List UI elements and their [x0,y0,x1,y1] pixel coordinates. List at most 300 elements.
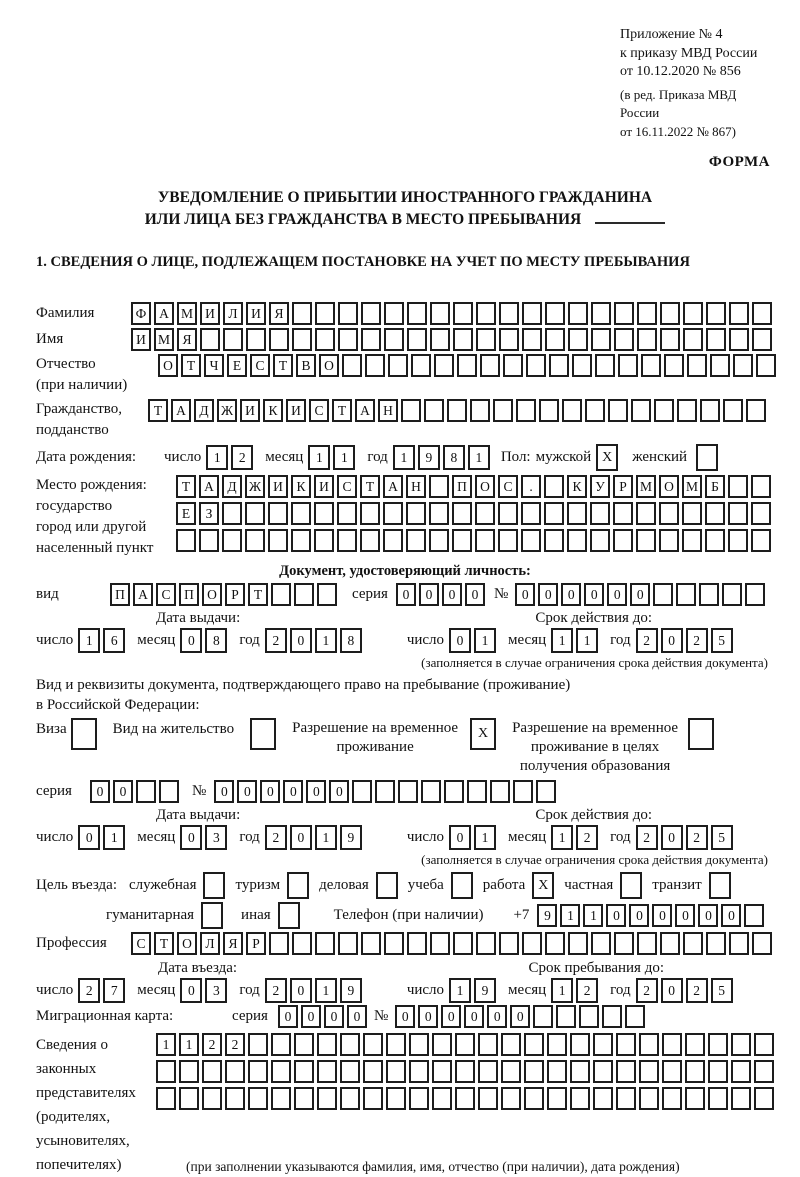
char-box[interactable] [291,529,311,552]
char-box[interactable] [585,399,605,422]
char-box[interactable]: 0 [278,1005,298,1028]
char-box[interactable]: 0 [629,904,649,927]
char-box[interactable]: Л [223,302,243,325]
char-box[interactable] [248,1033,268,1056]
char-box[interactable]: 0 [449,825,471,850]
entry-day[interactable] [78,978,128,1003]
char-box[interactable]: 0 [283,780,303,803]
char-box[interactable] [136,780,156,803]
char-box[interactable]: О [177,932,197,955]
char-box[interactable] [591,302,611,325]
residence-issue-year[interactable] [265,825,365,850]
char-box[interactable] [363,1060,383,1083]
representatives-input-line1[interactable] [156,1033,777,1056]
char-box[interactable] [156,1087,176,1110]
char-box[interactable] [269,932,289,955]
representatives-input-line2[interactable] [156,1060,777,1083]
char-box[interactable] [202,1060,222,1083]
identity-doc-series-input[interactable] [396,583,488,606]
char-box[interactable] [386,1087,406,1110]
char-box[interactable] [340,1033,360,1056]
identity-issue-year[interactable] [265,628,365,653]
char-box[interactable] [591,932,611,955]
char-box[interactable] [430,302,450,325]
entry-year[interactable] [265,978,365,1003]
char-box[interactable] [593,1033,613,1056]
char-box[interactable] [685,1060,705,1083]
char-box[interactable] [687,354,707,377]
char-box[interactable]: 0 [584,583,604,606]
char-box[interactable]: 1 [474,628,496,653]
char-box[interactable] [480,354,500,377]
char-box[interactable] [337,529,357,552]
residence-permit-checkbox[interactable] [250,718,276,750]
char-box[interactable]: Т [332,399,352,422]
char-box[interactable]: 1 [78,628,100,653]
char-box[interactable]: 2 [576,978,598,1003]
char-box[interactable] [562,399,582,422]
char-box[interactable] [501,1087,521,1110]
char-box[interactable] [292,328,312,351]
char-box[interactable] [545,328,565,351]
char-box[interactable]: 0 [442,583,462,606]
char-box[interactable] [731,1087,751,1110]
char-box[interactable] [522,302,542,325]
char-box[interactable]: 0 [90,780,110,803]
char-box[interactable]: 0 [464,1005,484,1028]
char-box[interactable] [317,583,337,606]
char-box[interactable]: Т [154,932,174,955]
char-box[interactable] [429,502,449,525]
char-box[interactable] [659,502,679,525]
char-box[interactable] [614,328,634,351]
char-box[interactable] [676,583,696,606]
char-box[interactable] [338,932,358,955]
char-box[interactable]: 2 [231,445,253,470]
char-box[interactable]: С [309,399,329,422]
char-box[interactable]: 7 [103,978,125,1003]
purpose-humanitarian-checkbox[interactable] [201,902,223,929]
char-box[interactable]: 1 [474,825,496,850]
char-box[interactable] [337,502,357,525]
char-box[interactable] [613,502,633,525]
residence-issue-day[interactable] [78,825,128,850]
char-box[interactable]: О [659,475,679,498]
char-box[interactable] [271,1060,291,1083]
char-box[interactable] [159,780,179,803]
char-box[interactable] [199,529,219,552]
char-box[interactable]: 1 [468,445,490,470]
char-box[interactable] [614,932,634,955]
char-box[interactable]: 0 [237,780,257,803]
residence-valid-month[interactable] [551,825,601,850]
char-box[interactable] [731,1033,751,1056]
char-box[interactable] [591,328,611,351]
char-box[interactable] [406,529,426,552]
char-box[interactable]: П [179,583,199,606]
char-box[interactable]: Т [181,354,201,377]
char-box[interactable]: П [110,583,130,606]
char-box[interactable] [685,1033,705,1056]
char-box[interactable] [315,328,335,351]
char-box[interactable] [733,354,753,377]
char-box[interactable] [683,932,703,955]
stay-year[interactable] [636,978,736,1003]
char-box[interactable]: 0 [515,583,535,606]
char-box[interactable] [503,354,523,377]
char-box[interactable]: 0 [395,1005,415,1028]
char-box[interactable]: 0 [487,1005,507,1028]
char-box[interactable] [746,399,766,422]
char-box[interactable] [637,328,657,351]
char-box[interactable]: Д [222,475,242,498]
char-box[interactable]: 0 [661,628,683,653]
char-box[interactable]: 0 [324,1005,344,1028]
char-box[interactable]: А [199,475,219,498]
char-box[interactable] [384,932,404,955]
entry-month[interactable] [180,978,230,1003]
char-box[interactable] [754,1033,774,1056]
char-box[interactable] [361,932,381,955]
char-box[interactable] [513,780,533,803]
char-box[interactable]: 1 [103,825,125,850]
char-box[interactable]: 2 [686,825,708,850]
char-box[interactable] [501,1060,521,1083]
char-box[interactable] [352,780,372,803]
char-box[interactable]: И [268,475,288,498]
char-box[interactable]: 0 [290,825,312,850]
char-box[interactable] [292,302,312,325]
char-box[interactable]: М [636,475,656,498]
char-box[interactable] [360,502,380,525]
char-box[interactable] [225,1087,245,1110]
char-box[interactable] [729,932,749,955]
char-box[interactable]: 0 [652,904,672,927]
char-box[interactable]: Р [225,583,245,606]
char-box[interactable] [430,328,450,351]
char-box[interactable] [476,328,496,351]
phone-input[interactable] [537,904,767,927]
char-box[interactable]: 2 [265,628,287,653]
char-box[interactable]: 0 [180,978,202,1003]
char-box[interactable]: А [355,399,375,422]
char-box[interactable]: З [199,502,219,525]
birth-place-input-line1[interactable] [176,475,774,498]
char-box[interactable] [751,475,771,498]
char-box[interactable] [752,302,772,325]
char-box[interactable] [653,583,673,606]
char-box[interactable]: 1 [393,445,415,470]
char-box[interactable]: Ж [217,399,237,422]
char-box[interactable] [570,1033,590,1056]
char-box[interactable] [411,354,431,377]
surname-input[interactable] [131,302,775,325]
char-box[interactable] [685,1087,705,1110]
residence-doc-number-input[interactable] [214,780,559,803]
char-box[interactable] [406,502,426,525]
edu-residence-checkbox[interactable] [688,718,714,750]
char-box[interactable] [248,1087,268,1110]
migration-card-number-input[interactable] [395,1005,648,1028]
char-box[interactable]: Я [269,302,289,325]
char-box[interactable] [544,475,564,498]
name-input[interactable] [131,328,775,351]
char-box[interactable]: 0 [260,780,280,803]
char-box[interactable]: 9 [340,825,362,850]
char-box[interactable] [478,1060,498,1083]
char-box[interactable] [407,932,427,955]
char-box[interactable]: И [240,399,260,422]
char-box[interactable] [662,1033,682,1056]
char-box[interactable]: 0 [538,583,558,606]
char-box[interactable]: Т [248,583,268,606]
char-box[interactable]: 2 [636,628,658,653]
char-box[interactable] [384,302,404,325]
char-box[interactable] [179,1087,199,1110]
char-box[interactable] [524,1087,544,1110]
char-box[interactable] [314,502,334,525]
char-box[interactable] [453,328,473,351]
char-box[interactable] [179,1060,199,1083]
char-box[interactable] [683,328,703,351]
char-box[interactable] [590,502,610,525]
char-box[interactable] [294,1033,314,1056]
char-box[interactable] [360,529,380,552]
char-box[interactable]: Ж [245,475,265,498]
char-box[interactable] [317,1033,337,1056]
char-box[interactable]: 0 [290,628,312,653]
char-box[interactable] [639,1087,659,1110]
char-box[interactable] [498,529,518,552]
char-box[interactable] [682,502,702,525]
residence-issue-month[interactable] [180,825,230,850]
char-box[interactable] [568,932,588,955]
char-box[interactable] [409,1033,429,1056]
purpose-tourism-checkbox[interactable] [287,872,309,899]
patronymic-input[interactable] [158,354,779,377]
char-box[interactable]: 0 [180,825,202,850]
char-box[interactable] [547,1087,567,1110]
char-box[interactable]: И [286,399,306,422]
birth-year-input[interactable] [393,445,493,470]
profession-input[interactable] [131,932,775,955]
purpose-official-checkbox[interactable] [203,872,225,899]
char-box[interactable] [722,583,742,606]
char-box[interactable]: О [319,354,339,377]
char-box[interactable]: 0 [606,904,626,927]
char-box[interactable]: 8 [340,628,362,653]
char-box[interactable]: 1 [179,1033,199,1056]
char-box[interactable] [388,354,408,377]
char-box[interactable]: 1 [551,825,573,850]
char-box[interactable]: 5 [711,825,733,850]
char-box[interactable]: 0 [347,1005,367,1028]
char-box[interactable]: С [498,475,518,498]
char-box[interactable] [499,328,519,351]
char-box[interactable] [699,583,719,606]
char-box[interactable] [745,583,765,606]
char-box[interactable] [705,502,725,525]
char-box[interactable] [683,302,703,325]
char-box[interactable]: 2 [225,1033,245,1056]
char-box[interactable]: С [337,475,357,498]
char-box[interactable] [434,354,454,377]
citizenship-input[interactable] [148,399,769,422]
char-box[interactable]: А [154,302,174,325]
char-box[interactable] [536,780,556,803]
char-box[interactable] [744,904,764,927]
char-box[interactable]: 1 [156,1033,176,1056]
char-box[interactable]: 1 [560,904,580,927]
purpose-work-checkbox[interactable]: X [532,872,554,899]
char-box[interactable] [202,1087,222,1110]
char-box[interactable]: 1 [449,978,471,1003]
char-box[interactable] [729,302,749,325]
char-box[interactable]: Е [227,354,247,377]
char-box[interactable] [613,529,633,552]
char-box[interactable] [544,502,564,525]
residence-valid-day[interactable] [449,825,499,850]
male-checkbox[interactable]: X [596,444,618,471]
char-box[interactable] [455,1060,475,1083]
char-box[interactable] [677,399,697,422]
char-box[interactable] [728,475,748,498]
char-box[interactable]: Ф [131,302,151,325]
char-box[interactable] [365,354,385,377]
birth-month-input[interactable] [308,445,358,470]
female-checkbox[interactable] [696,444,718,471]
char-box[interactable] [568,328,588,351]
char-box[interactable] [618,354,638,377]
char-box[interactable] [593,1087,613,1110]
char-box[interactable]: Е [176,502,196,525]
char-box[interactable] [660,302,680,325]
char-box[interactable]: 2 [202,1033,222,1056]
char-box[interactable] [754,1087,774,1110]
residence-valid-year[interactable] [636,825,736,850]
char-box[interactable]: 0 [441,1005,461,1028]
char-box[interactable] [383,529,403,552]
char-box[interactable]: 1 [308,445,330,470]
char-box[interactable] [421,780,441,803]
char-box[interactable] [268,502,288,525]
char-box[interactable] [455,1087,475,1110]
char-box[interactable] [470,399,490,422]
representatives-input-line3[interactable] [156,1087,777,1110]
char-box[interactable] [700,399,720,422]
char-box[interactable] [453,302,473,325]
char-box[interactable]: Д [194,399,214,422]
char-box[interactable]: 0 [78,825,100,850]
char-box[interactable] [176,529,196,552]
char-box[interactable] [639,1033,659,1056]
char-box[interactable]: 2 [636,978,658,1003]
char-box[interactable] [430,932,450,955]
char-box[interactable]: И [131,328,151,351]
birth-place-input-line2[interactable] [176,502,774,525]
char-box[interactable]: 0 [449,628,471,653]
char-box[interactable] [271,583,291,606]
char-box[interactable]: 3 [205,978,227,1003]
char-box[interactable]: А [383,475,403,498]
char-box[interactable]: 9 [418,445,440,470]
char-box[interactable]: 0 [329,780,349,803]
char-box[interactable] [501,1033,521,1056]
char-box[interactable] [432,1033,452,1056]
char-box[interactable]: 0 [180,628,202,653]
birth-place-input-line3[interactable] [176,529,774,552]
char-box[interactable]: 0 [306,780,326,803]
char-box[interactable]: 0 [465,583,485,606]
char-box[interactable] [476,302,496,325]
char-box[interactable]: И [246,302,266,325]
char-box[interactable] [705,529,725,552]
char-box[interactable]: И [200,302,220,325]
purpose-private-checkbox[interactable] [620,872,642,899]
char-box[interactable] [710,354,730,377]
char-box[interactable]: 0 [661,978,683,1003]
char-box[interactable] [516,399,536,422]
char-box[interactable] [398,780,418,803]
char-box[interactable] [429,475,449,498]
char-box[interactable]: Р [246,932,266,955]
identity-doc-number-input[interactable] [515,583,768,606]
char-box[interactable] [682,529,702,552]
char-box[interactable] [608,399,628,422]
char-box[interactable] [386,1033,406,1056]
char-box[interactable]: М [682,475,702,498]
stay-month[interactable] [551,978,601,1003]
char-box[interactable]: 0 [290,978,312,1003]
char-box[interactable] [570,1087,590,1110]
char-box[interactable] [222,529,242,552]
char-box[interactable]: О [158,354,178,377]
char-box[interactable]: 0 [113,780,133,803]
char-box[interactable] [545,302,565,325]
char-box[interactable]: 9 [340,978,362,1003]
char-box[interactable]: С [250,354,270,377]
char-box[interactable]: А [133,583,153,606]
char-box[interactable]: С [131,932,151,955]
char-box[interactable]: . [521,475,541,498]
char-box[interactable]: 0 [510,1005,530,1028]
char-box[interactable] [616,1033,636,1056]
char-box[interactable] [662,1060,682,1083]
char-box[interactable]: 1 [315,628,337,653]
char-box[interactable] [752,328,772,351]
char-box[interactable] [363,1033,383,1056]
char-box[interactable] [660,328,680,351]
char-box[interactable] [521,529,541,552]
char-box[interactable] [429,529,449,552]
char-box[interactable]: Ч [204,354,224,377]
char-box[interactable]: 1 [576,628,598,653]
char-box[interactable] [317,1087,337,1110]
char-box[interactable] [636,529,656,552]
char-box[interactable]: 0 [214,780,234,803]
char-box[interactable] [660,932,680,955]
char-box[interactable] [706,328,726,351]
char-box[interactable] [568,302,588,325]
char-box[interactable] [383,502,403,525]
char-box[interactable]: Т [176,475,196,498]
char-box[interactable]: 0 [419,583,439,606]
char-box[interactable]: 0 [661,825,683,850]
char-box[interactable] [384,328,404,351]
char-box[interactable]: 0 [418,1005,438,1028]
char-box[interactable]: 1 [551,978,573,1003]
char-box[interactable] [363,1087,383,1110]
